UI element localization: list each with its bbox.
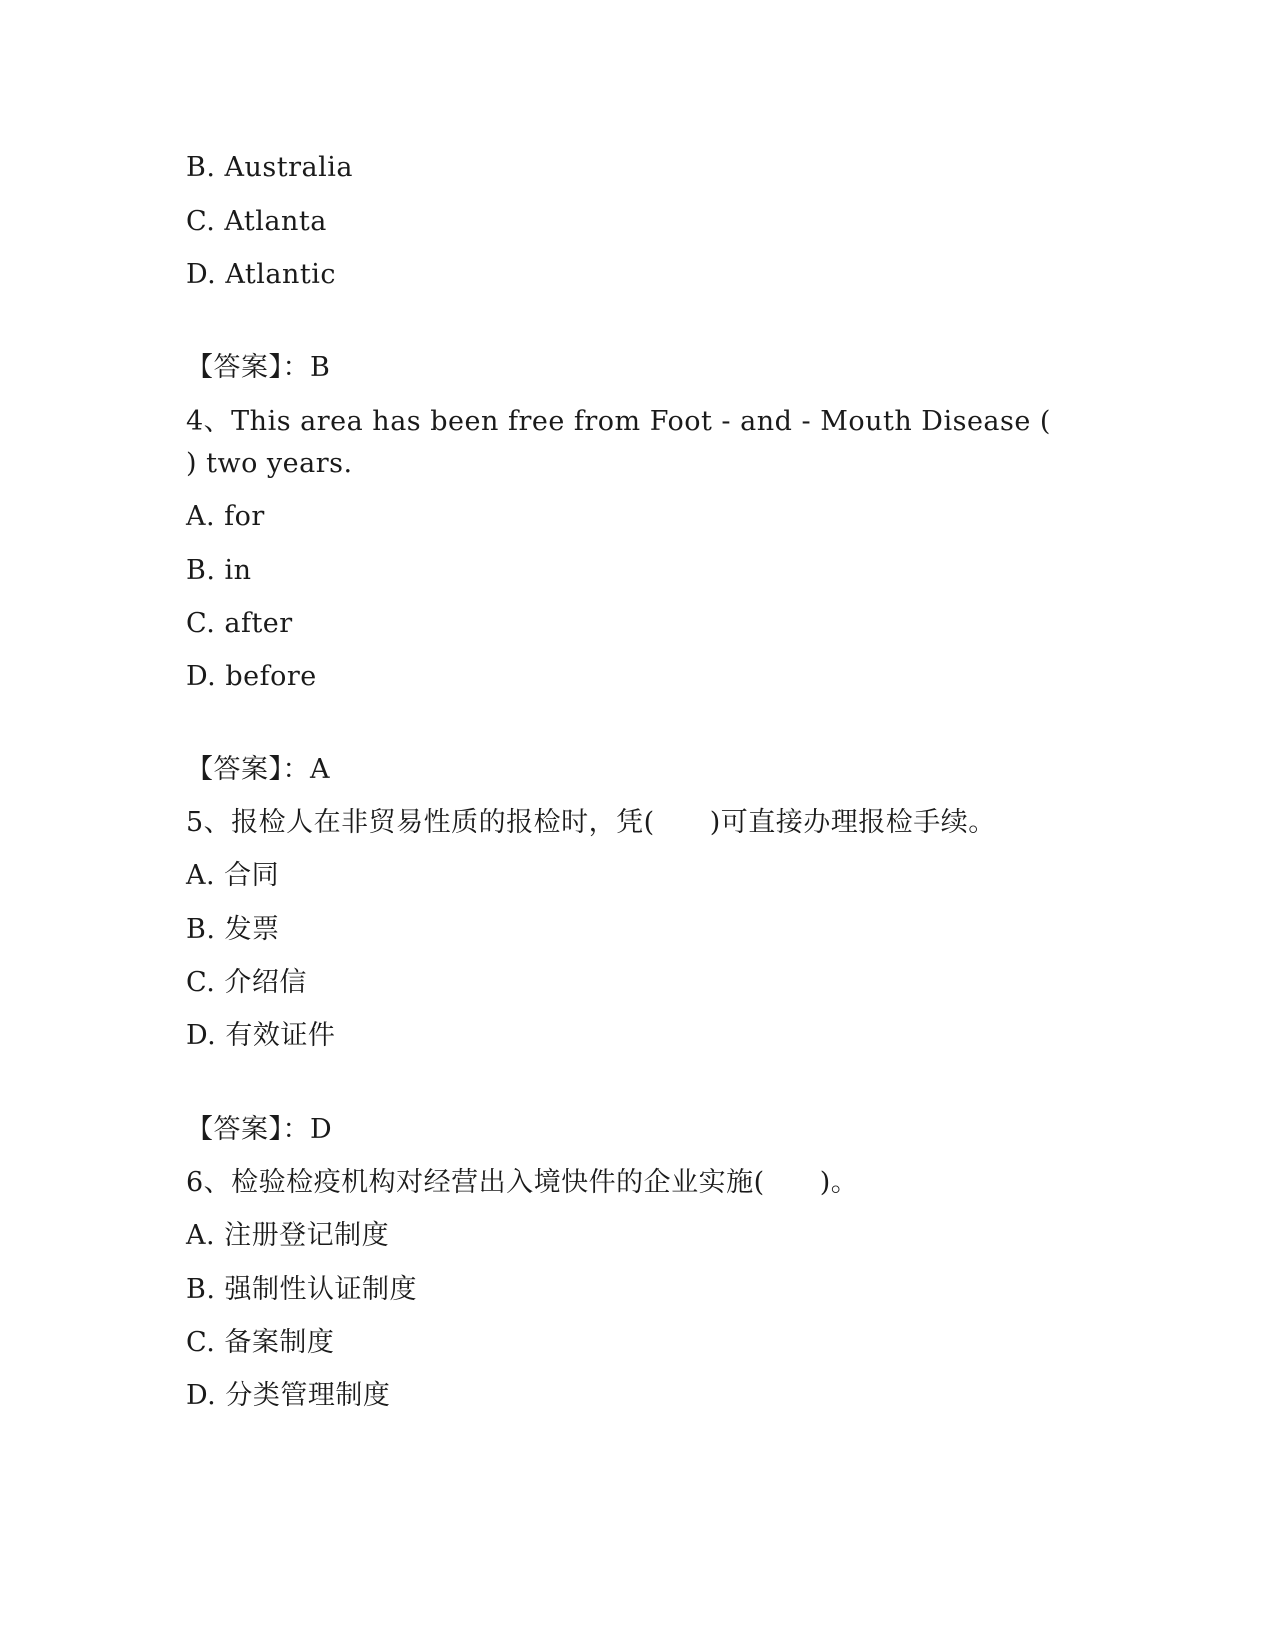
- answer-label: 【答案】：A: [186, 754, 330, 785]
- option-b: B. Australia: [186, 152, 353, 183]
- option-c: C. after: [186, 608, 293, 639]
- option-b: B. 强制性认证制度: [186, 1274, 418, 1305]
- question-stem-continued: ) two years.: [186, 448, 353, 479]
- question-stem: 6、检验检疫机构对经营出入境快件的企业实施( )。: [186, 1167, 859, 1198]
- option-d: D. 分类管理制度: [186, 1380, 391, 1411]
- option-a: A. 合同: [186, 860, 280, 891]
- option-a: A. 注册登记制度: [186, 1220, 390, 1251]
- option-d: D. Atlantic: [186, 259, 336, 290]
- option-d: D. before: [186, 661, 317, 692]
- option-d: D. 有效证件: [186, 1020, 336, 1051]
- question-stem: 4、This area has been free from Foot - and - Mouth Disease (: [186, 406, 1051, 437]
- option-b: B. in: [186, 555, 252, 586]
- option-c: C. 介绍信: [186, 967, 307, 998]
- option-c: C. 备案制度: [186, 1327, 335, 1358]
- answer-label: 【答案】：D: [186, 1114, 333, 1145]
- option-a: A. for: [186, 501, 265, 532]
- question-stem: 5、报检人在非贸易性质的报检时，凭( )可直接办理报检手续。: [186, 807, 996, 838]
- option-c: C. Atlanta: [186, 206, 327, 237]
- answer-label: 【答案】：B: [186, 352, 331, 383]
- option-b: B. 发票: [186, 914, 280, 945]
